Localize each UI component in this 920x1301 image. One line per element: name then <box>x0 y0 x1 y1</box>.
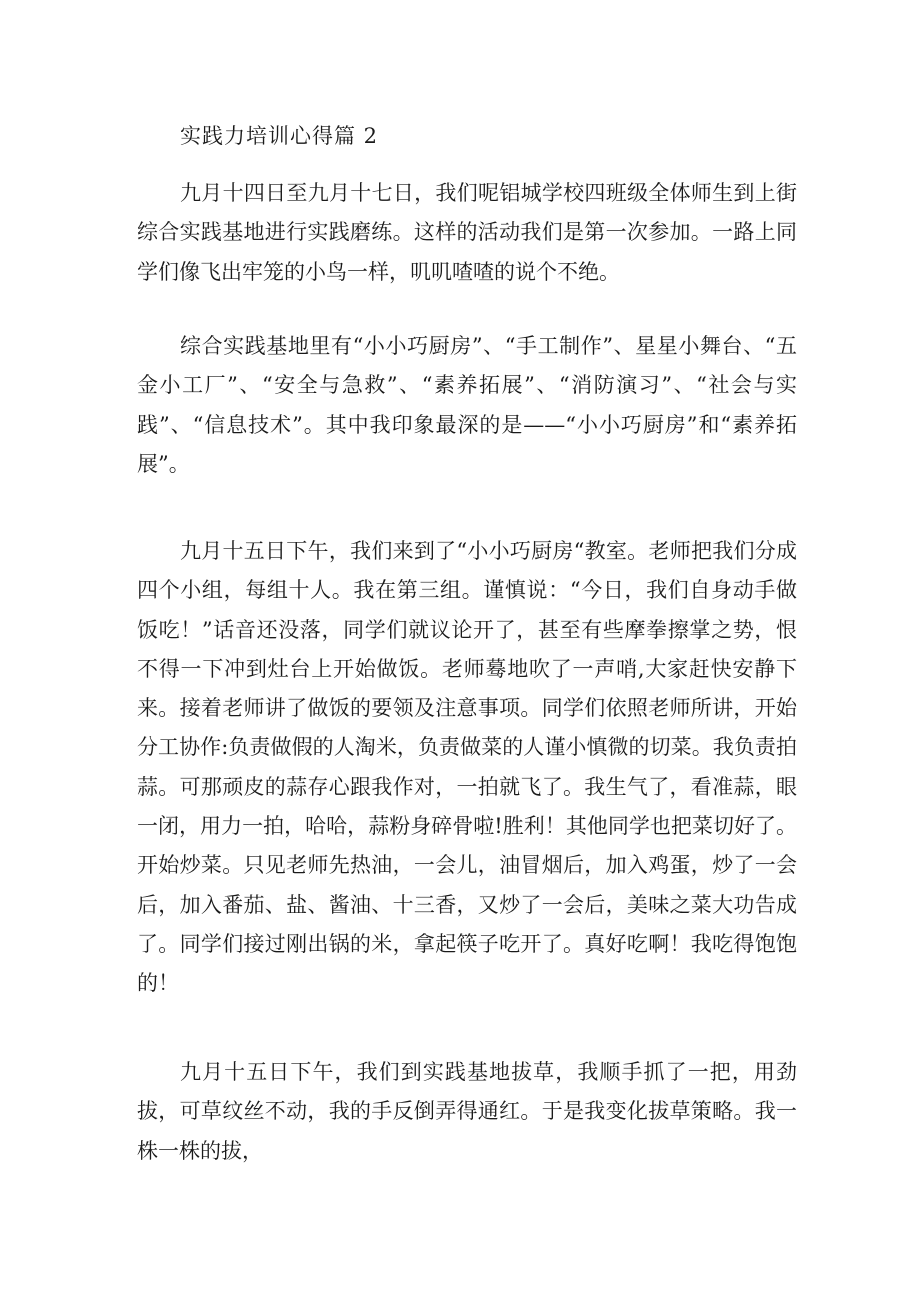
paragraph-4: 九月十五日下午，我们到实践基地拔草，我顺手抓了一把，用劲拔，可草纹丝不动，我的手反倒弄得通红。于是我变化拔草策略。我一株一株的拔， <box>137 1060 797 1163</box>
paragraph-1: 九月十四日至九月十七日，我们呢铝城学校四班级全体师生到上街综合实践基地进行实践磨练。这样的活动我们是第一次参加。一路上同学们像飞出牢笼的小鸟一样，叽叽喳喳的说个不绝。 <box>137 181 797 284</box>
paragraph-3: 九月十五日下午，我们来到了“小小巧厨房“教室。老师把我们分成四个小组，每组十人。我在第三组。谨慎说：“今日，我们自身动手做饭吃！”话音还没落，同学们就议论开了，甚至有些摩拳擦掌之势，恨不得一下冲到灶台上开始做饭。老师蓦地吹了一声哨,大家赶快安静下来。接着老师讲了做饭的要领及注意事项。同学们依照老师所讲，开始分工协作:负责做假的人淘米，负责做菜的人谨小慎微的切菜。我负责拍蒜。可那顽皮的蒜存心跟我作对，一拍就飞了。我生气了，看准蒜，眼一闭，用力一拍，哈哈，蒜粉身碎骨啦!胜利！其他同学也把菜切好了。开始炒菜。只见老师先热油，一会儿，油冒烟后，加入鸡蛋，炒了一会后，加入番茄、盐、酱油、十三香，又炒了一会后，美味之菜大功告成了。同学们接过刚出锅的米，拿起筷子吃开了。真好吃啊！我吃得饱饱的！ <box>137 539 797 996</box>
document-title: 实践力培训心得篇 2 <box>180 124 379 148</box>
paragraph-2: 综合实践基地里有“小小巧厨房”、“手工制作”、星星小舞台、“五金小工厂”、“安全与急救”、“素养拓展”、“消防演习”、“社会与实践”、“信息技术”。其中我印象最深的是——“小小巧厨房”和“素养拓展”。 <box>137 334 797 476</box>
